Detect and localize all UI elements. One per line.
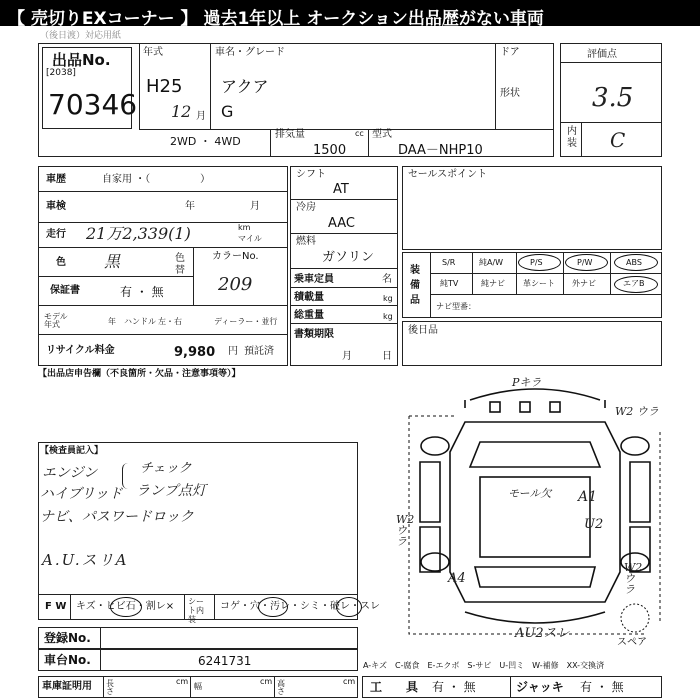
color-label: 色 — [56, 257, 66, 268]
circle-airbag — [614, 276, 658, 293]
warranty-value: 有 ・ 無 — [120, 285, 164, 299]
cert-width: 幅 — [194, 682, 202, 691]
recycle-label: リサイクル料金 — [46, 345, 115, 356]
spare-label: スペア — [617, 637, 647, 648]
fuel-value: ガソリン — [322, 250, 375, 265]
diag-label-w2-left: W2 ウラ — [396, 513, 415, 548]
year-value: H25 — [146, 76, 183, 97]
tools-value: 有 ・ 無 — [432, 680, 476, 694]
equipment-label: 装備品 — [410, 265, 420, 306]
car-model: アクア — [221, 77, 269, 96]
spec-block — [38, 166, 288, 366]
equip-tv: 純TV — [440, 279, 459, 288]
color-no-label: カラーNo. — [212, 251, 259, 262]
model-year-lr: 左・右 — [158, 317, 182, 326]
equip-abs: ABS — [626, 258, 642, 267]
weight-label: 総重量 — [294, 310, 324, 321]
inspector-line2b: ランプ点灯 — [136, 483, 206, 499]
header-title: 【 売切りEXコーナー 】 過去1年以上 オークション出品歴がない車両 — [8, 9, 544, 29]
lot-number: 70346 — [48, 88, 138, 121]
reg-label: 登録No. — [44, 631, 91, 645]
recycle-status: 預託済 — [244, 346, 274, 357]
circle-ps — [518, 254, 561, 271]
history-value: 自家用 ・（ ） — [102, 174, 211, 185]
later-box — [402, 321, 662, 366]
diag-label-rear: AU2スレ — [515, 626, 570, 641]
diag-label-a1: A1 — [578, 489, 598, 505]
car-grade: G — [221, 102, 234, 121]
color-value: 黒 — [104, 252, 121, 271]
equip-leather: 革シート — [523, 279, 555, 288]
equip-airbag: エアB — [623, 279, 645, 288]
seat-items: コゲ・穴・汚レ・シミ・破レ・スレ — [220, 601, 380, 612]
circle-stone — [110, 597, 142, 617]
circle-abs — [614, 254, 658, 271]
bracket-mark — [122, 463, 133, 489]
exhibitor-notes-label: 【出品店申告欄（不良箇所・欠品・注意事項等）】 — [38, 369, 241, 379]
chassis-value: 6241731 — [198, 654, 252, 668]
drive-text: 2WD ・ 4WD — [170, 135, 241, 148]
score-value: 3.5 — [592, 83, 634, 113]
cert-height-unit: cm — [343, 677, 356, 686]
model-year-dealer: ディーラー・並行 — [214, 317, 278, 326]
diag-label-u2: U2 — [584, 517, 604, 532]
cert-length: 長さ — [106, 679, 114, 696]
lot-sub: [2038] — [46, 68, 76, 78]
shift-label: シフト — [296, 169, 326, 180]
header-faded-line: （後日渡）対応用紙 — [40, 31, 122, 41]
diag-label-a4: A4 — [448, 571, 466, 586]
interior-value: C — [610, 128, 626, 152]
inspector-line1: エンジン — [42, 465, 98, 481]
warranty-label: 保証書 — [50, 285, 80, 296]
recycle-unit: 円 — [228, 346, 238, 357]
jack-value: 有 ・ 無 — [580, 680, 624, 694]
ac-value: AAC — [328, 216, 355, 231]
capacity-unit: 名 — [382, 274, 392, 285]
color-no-value: 209 — [218, 274, 253, 295]
fw-damage: キズ・ヒビ石・割レ× — [76, 601, 175, 612]
mileage-unit-mile: マイル — [238, 234, 262, 243]
capacity-label: 乗車定員 — [294, 274, 334, 285]
type-value: DAA－NHP10 — [398, 143, 483, 158]
displacement-label: 排気量 — [275, 129, 305, 140]
equip-sr: S/R — [442, 258, 456, 267]
jack-label: ジャッキ — [516, 680, 564, 694]
year-month: 12 — [171, 102, 192, 121]
recycle-value: 9,980 — [174, 345, 216, 360]
mileage-value: 21万2,339(1) — [86, 224, 191, 243]
fw-label: F W — [45, 601, 67, 612]
interior-label: 内装 — [567, 126, 577, 149]
chassis-label: 車台No. — [44, 653, 91, 667]
diag-label-w2-right-top: W2 ウラ — [615, 405, 659, 418]
history-label: 車歴 — [46, 174, 66, 185]
door-label: ドア — [500, 47, 520, 58]
inspection-year: 年 — [185, 201, 195, 212]
circle-stain — [258, 597, 288, 617]
doc-expiry-day: 日 — [382, 351, 392, 362]
sales-point-label: セールスポイント — [408, 169, 488, 180]
load-label: 積載量 — [294, 292, 324, 303]
diag-label-w2-right-bottom: W2 ウラ — [624, 561, 643, 596]
model-year-year: 年 — [108, 317, 116, 326]
cert-label: 車庫証明用 — [42, 681, 92, 692]
displacement-value: 1500 — [313, 143, 347, 158]
diag-label-top: Pキラ — [512, 376, 542, 389]
equip-navi: 純ナビ — [481, 279, 505, 288]
cert-width-unit: cm — [260, 677, 273, 686]
inspection-month: 月 — [250, 201, 260, 212]
score-label: 評価点 — [587, 49, 617, 60]
cert-length-unit: cm — [176, 677, 189, 686]
mileage-unit-km: km — [238, 223, 251, 232]
shape-label: 形状 — [500, 88, 520, 99]
fuel-label: 燃料 — [296, 236, 316, 247]
equip-aw: 純A/W — [479, 258, 504, 267]
cert-height: 高さ — [277, 679, 285, 696]
year-month-unit: 月 — [196, 111, 206, 122]
type-label: 型式 — [372, 129, 392, 140]
shift-value: AT — [333, 182, 349, 197]
load-unit: kg — [383, 294, 393, 303]
displacement-unit: cc — [355, 129, 364, 138]
weight-unit: kg — [383, 312, 393, 321]
circle-pw — [565, 254, 608, 271]
doc-expiry-label: 書類期限 — [294, 329, 334, 340]
diag-label-moulding: モール欠 — [508, 487, 552, 500]
equip-ext-navi: 外ナビ — [572, 279, 596, 288]
tools-label: 工 具 — [370, 680, 419, 694]
inspector-line2: ハイブリッド — [40, 486, 123, 502]
equip-ps: P/S — [530, 258, 543, 267]
color-change: 色替 — [175, 253, 185, 276]
doc-expiry-month: 月 — [342, 351, 352, 362]
circle-rub — [336, 597, 362, 617]
later-label: 後日品 — [408, 325, 438, 336]
inspector-line3: ナビ、パスワードロック — [40, 509, 194, 525]
inspector-line1b: チェック — [140, 461, 192, 476]
name-label: 車名・グレード — [215, 47, 285, 58]
ac-label: 冷房 — [296, 202, 316, 213]
mileage-label: 走行 — [46, 229, 66, 240]
inspection-label: 車検 — [46, 201, 66, 212]
model-year-handle: ハンドル — [124, 317, 156, 326]
year-label: 年式 — [143, 47, 163, 58]
model-year-label: モデル年式 — [44, 312, 68, 329]
equip-pw: P/W — [577, 258, 593, 267]
navi-model-label: ナビ型番： — [436, 302, 476, 311]
inspector-line4: A.U.スリA — [42, 551, 129, 569]
seat-label: シート内装 — [188, 597, 204, 624]
inspector-label: 【検査員記入】 — [40, 446, 104, 456]
lot-label: 出品No. — [52, 51, 111, 69]
damage-legend: A-キズ C-腐食 E-エクボ S-サビ U-凹ミ W-補修 XX-交換済 — [363, 661, 605, 670]
